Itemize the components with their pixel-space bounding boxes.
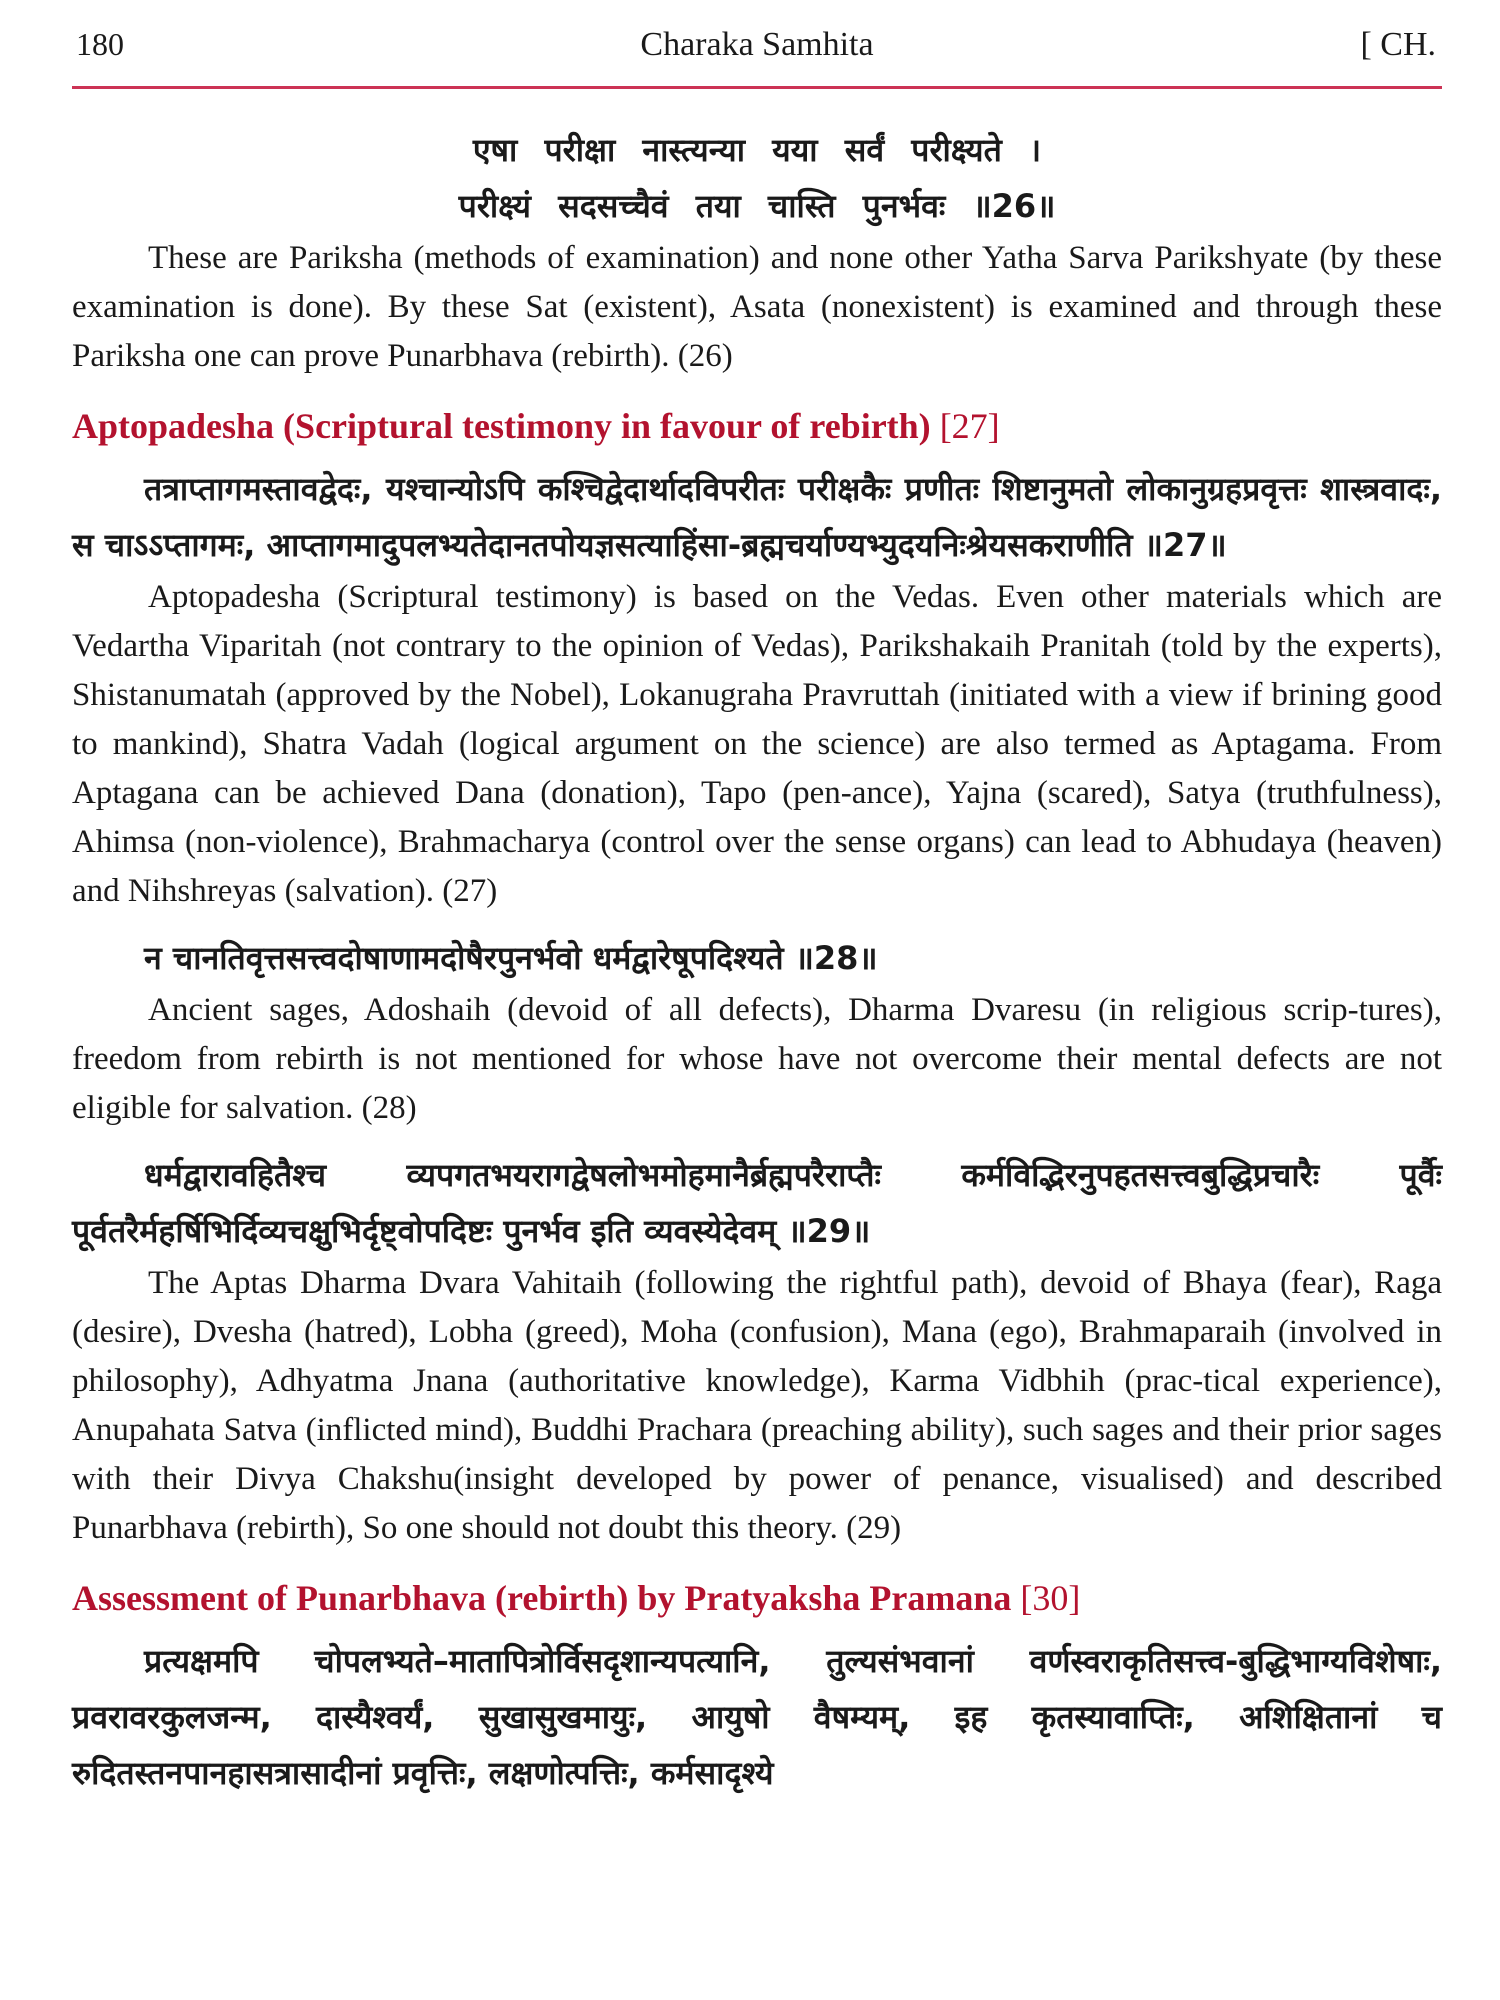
verse-29: धर्मद्वारावहितैश्च व्यपगतभयरागद्वेषलोभमोहमानैर्ब्रह्मपरैराप्तैः कर्मविद्भिरनुपहतसत्त्वबुद्धिप्रचारैः पूर्वैः पूर्वतरैर्महर्षिभिर्दिव्यचक्षुभिर्दृष्ट्वोपदिष्टः पुनर्भव इति व्यवस्येदेवम् ॥29॥ (72, 1156, 1442, 1250)
header-rule (72, 86, 1442, 89)
translation-26: These are Pariksha (methods of examination) and none other Yatha Sarva Parikshyate (by these examination is done). By these Sat (existent), Asata (nonexistent) is examined and through these Pariksha one can prove Punarbhava (rebirth). (26) (72, 240, 1442, 374)
verse-30: प्रत्यक्षमपि चोपलभ्यते–मातापित्रोर्विसदृशान्यपत्यानि, तुल्यसंभवानां वर्णस्वराकृतिसत्त्व-बुद्धिभाग्यविशेषाः, प्रवरावरकुलजन्म, दास्यैश्वर्यं, सुखासुखमायुः, आयुषो वैषम्यम्, इह कृतस्यावाप्तिः, अशिक्षितानां च रुदितस्तनपानहासत्रासादीनां प्रवृत्तिः, लक्षणोत्पत्तिः, कर्मसादृश्ये (72, 1642, 1442, 1792)
section-heading-27 (72, 399, 1442, 453)
heading-27-ref: [27] (939, 406, 1000, 446)
running-header (72, 0, 1442, 92)
verse-26-line-1: एषा परीक्षा नास्त्यन्या यया सर्वं परीक्ष्यते । (472, 131, 1042, 169)
chapter-mark: [ CH. (1360, 26, 1436, 63)
running-title: Charaka Samhita (640, 26, 874, 63)
verse-27: तत्राप्तागमस्तावद्वेदः, यश्चान्योऽपि कश्चिद्वेदार्थादविपरीतः परीक्षकैः प्रणीतः शिष्टानुमतो लोकानुग्रहप्रवृत्तः शास्त्रवादः, स चाऽऽप्तागमः, आप्तागमादुपलभ्यतेदानतपोयज्ञसत्याहिंसा-ब्रह्मचर्याण्यभ्युदयनिःश्रेयसकराणीति ॥27॥ (72, 470, 1442, 564)
verse-26-line-2: परीक्ष्यं सदसच्चैवं तया चास्ति पुनर्भवः ॥26॥ (458, 187, 1056, 225)
translation-28: Ancient sages, Adoshaih (devoid of all defects), Dharma Dvaresu (in religious scrip-tures), freedom from rebirth is not mentioned for whose have not overcome their mental defects are not eligible for salvation. (28) (72, 992, 1442, 1126)
translation-29: The Aptas Dharma Dvara Vahitaih (following the rightful path), devoid of Bhaya (fear), Raga (desire), Dvesha (hatred), Lobha (greed), Moha (confusion), Mana (ego), Brahmaparaih (involved in philosophy), Adhyatma Jnana (authoritative knowledge), Karma Vidbhih (prac-tical experience), Anupahata Satva (inflicted mind), Buddhi Prachara (preaching ability), such sages and their prior sages with their Divya Chakshu(insight developed by power of penance, visualised) and described Punarbhava (rebirth), So one should not doubt this theory. (29) (72, 1265, 1442, 1546)
section-heading-30 (72, 1571, 1442, 1625)
verse-28: न चानतिवृत्तसत्त्वदोषाणामदोषैरपुनर्भवो धर्मद्वारेषूपदिश्यते ॥28॥ (144, 939, 878, 977)
heading-27-title: Aptopadesha (Scriptural testimony in favour of rebirth) (72, 406, 931, 446)
verse-26 (72, 122, 1442, 234)
page-number: 180 (76, 26, 124, 62)
translation-27: Aptopadesha (Scriptural testimony) is based on the Vedas. Even other materials which are Vedartha Viparitah (not contrary to the opinion of Vedas), Parikshakaih Pranitah (told by the experts), Shistanumatah (approved by the Nobel), Lokanugraha Pravruttah (initiated with a view if brining good to mankind), Shatra Vadah (logical argument on the science) are also termed as Aptagama. From Aptagana can be achieved Dana (donation), Tapo (pen-ance), Yajna (scared), Satya (truthfulness), Ahimsa (non-violence), Brahmacharya (control over the sense organs) can lead to Abhudaya (heaven) and Nihshreyas (salvation). (27) (72, 579, 1442, 909)
heading-30-title: Assessment of Punarbhava (rebirth) by Pratyaksha Pramana (72, 1578, 1012, 1618)
heading-30-ref: [30] (1020, 1578, 1081, 1618)
